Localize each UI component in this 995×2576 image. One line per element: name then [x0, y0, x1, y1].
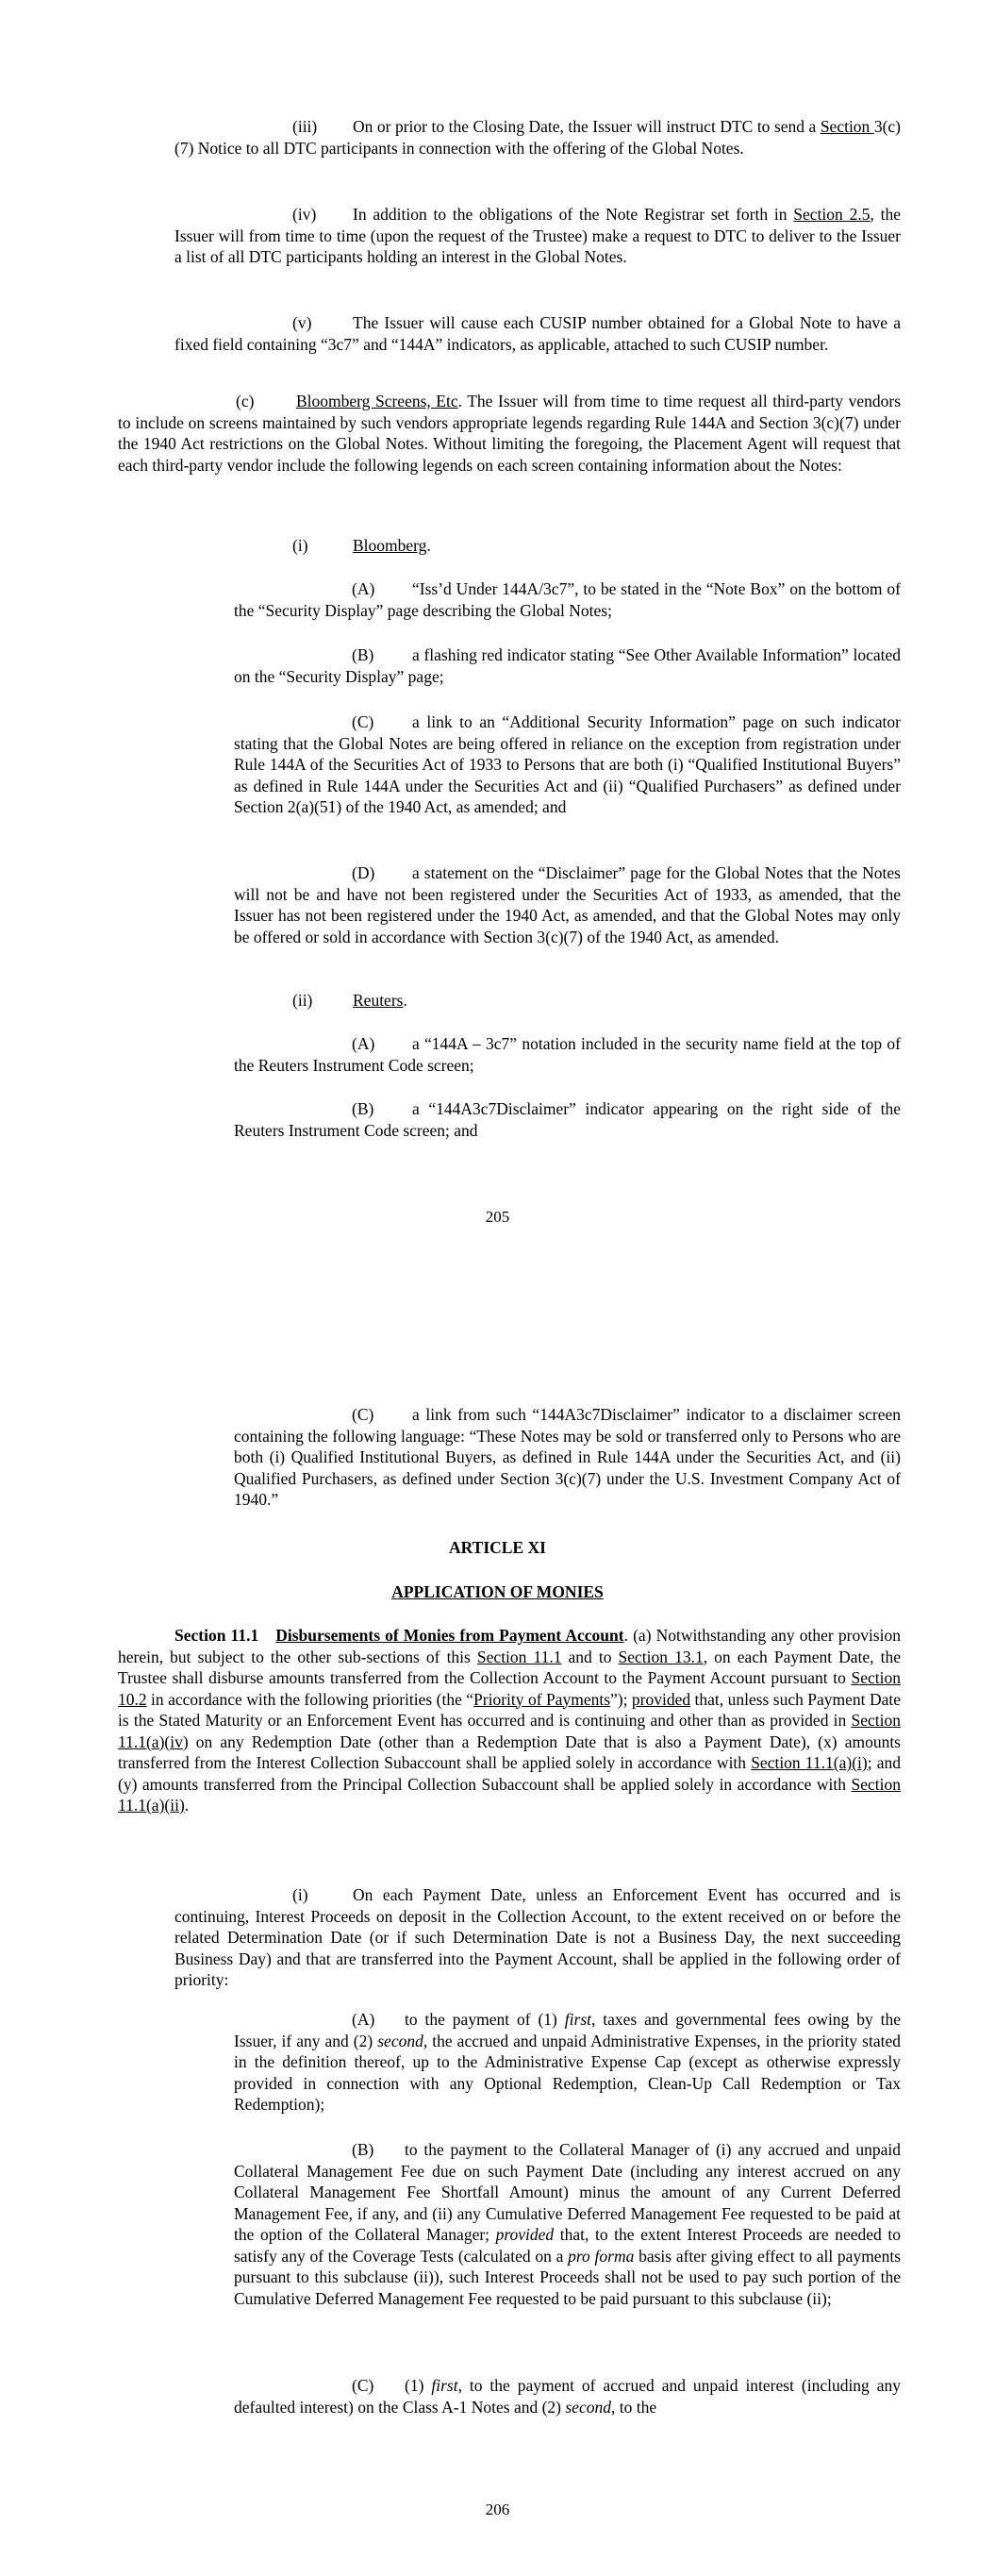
subsection-heading: Reuters	[353, 991, 404, 1010]
para-bloomberg-d: (D) a statement on the “Disclaimer” page for the Global Notes that the Notes will not be and have not been registered under the Securities Act of 1933, as amended, that the Issuer has not been registered under the 1940 Act, as amended, and that the Global Notes may only be offered or sold in accordance with Section 3(c)(7) of the 1940 Act, as amended.	[234, 863, 901, 946]
section-label: Section 11.1	[174, 1626, 259, 1645]
para-number: (C)	[352, 712, 374, 731]
para-number: (c)	[236, 392, 255, 410]
proviso-term: provided	[631, 1689, 691, 1709]
para-11-1-a-i: (i) On each Payment Date, unless an Enforcement Event has occurred and is continuing, Interest Proceeds on deposit in the Collection Account, to the extent received on or before the related Determination Date (or if such Determination Date is not a Business Day, the next succeeding Business Day) and that are transferred into the Payment Account, shall be applied in the following order of priority:	[174, 1885, 901, 1989]
para-c: (c) Bloomberg Screens, Etc. The Issuer will from time to time request all third-party vendors to include on screens maintained by such vendors appropriate legends regarding Rule 144A and Section 3(c)(7) under the 1940 Act restrictions on the Global Notes. Without limiting the foregoing, the Placement Agent will request that each third-party vendor include the following legends on each screen containing information about the Notes:	[118, 392, 902, 475]
section-link[interactable]: Section 11.1	[476, 1647, 562, 1666]
section-11-1: Section 11.1 Disbursements of Monies from Payment Account. (a) Notwithstanding any other provision herein, but subject to the other sub-sections of this Section 11.1 and to Section 13.1, on each Payment Date, the Trustee shall disburse amounts transferred from the Collection Account to the Payment Account pursuant to Section 10.2 in accordance with the following priorities (the “Priority of Payments”); provided that, unless such Payment Date is the Stated Maturity or an Enforcement Event has occurred and is continuing and other than as provided in Section 11.1(a)(iv) on any Redemption Date (other than a Redemption Date that is also a Payment Date), (x) amounts transferred from the Interest Collection Subaccount shall be applied solely in accordance with Section 11.1(a)(i); and (y) amounts transferred from the Principal Collection Subaccount shall be applied solely in accordance with Section 11.1(a)(ii).	[118, 1626, 901, 1815]
para-number: (i)	[292, 1885, 308, 1904]
para-reuters: (ii) Reuters.	[292, 991, 407, 1010]
para-11-1-a-i-C: (C) (1) first, to the payment of accrued and unpaid interest (including any defaulted interest) on the Class A-1 Notes and (2) second, to the	[234, 2376, 901, 2417]
section-link[interactable]: Section 11.1(a)(iv)	[118, 1711, 901, 1751]
para-number: (B)	[352, 645, 374, 664]
page-number: 205	[485, 1208, 510, 1226]
para-number: (C)	[352, 2376, 374, 2395]
para-number: (B)	[352, 1099, 374, 1118]
para-number: (ii)	[292, 991, 313, 1010]
para-iii: (iii) On or prior to the Closing Date, the Issuer will instruct DTC to send a Section 3(c)(7) Notice to all DTC participants in connection with the offering of the Global Notes.	[174, 117, 901, 158]
para-bloomberg-c: (C) a link to an “Additional Security Information” page on such indicator stating that the Global Notes are being offered in reliance on the exception from registration under Rule 144A of the Securities Act of 1933 to Persons that are both (i) “Qualified Institutional Buyers” as defined in Rule 144A under the Securities Act and (ii) “Qualified Purchasers” as defined under Section 2(a)(51) of the 1940 Act, as amended; and	[234, 712, 901, 816]
section-heading: Disbursements of Monies from Payment Account	[275, 1626, 624, 1645]
para-11-1-a-i-A: (A) to the payment of (1) first, taxes and governmental fees owing by the Issuer, if any and (2) second, the accrued and unpaid Administrative Expenses, in the priority stated in the definition thereof, up to the Administrative Expense Cap (except as otherwise expressly provided in connection with any Optional Redemption, Clean-Up Call Redemption or Tax Redemption);	[234, 2010, 902, 2114]
para-bloomberg-a: (A) “Iss’d Under 144A/3c7”, to be stated in the “Note Box” on the bottom of the “Security Display” page describing the Global Notes;	[234, 579, 901, 620]
section-heading: Bloomberg Screens, Etc	[296, 392, 458, 410]
para-11-1-a-i-B: (B) to the payment to the Collateral Manager of (i) any accrued and unpaid Collateral Management Fee due on such Payment Date (including any interest accrued on any Collateral Management Fee Shortfall Amount) minus the amount of any Current Deferred Management Fee, if any, and (ii) any Cumulative Deferred Management Fee requested to be paid at the option of the Collateral Manager; provided that, to the extent Interest Proceeds are needed to satisfy any of the Coverage Tests (calculated on a pro forma basis after giving effect to all payments pursuant to this subclause (ii)), such Interest Proceeds shall not be used to pay such portion of the Cumulative Deferred Management Fee requested to be paid pursuant to this subclause (ii);	[234, 2140, 901, 2308]
para-number: (D)	[352, 863, 375, 882]
para-number: (iii)	[292, 117, 318, 136]
para-number: (iv)	[292, 205, 317, 224]
para-iv: (iv) In addition to the obligations of the Note Registrar set forth in Section 2.5, the Issuer will from time to time (upon the request of the Trustee) make a request to DTC to deliver to the Issuer a list of all DTC participants holding an interest in the Global Notes.	[174, 205, 901, 266]
section-link[interactable]: Section 11.1(a)(ii)	[118, 1774, 901, 1815]
para-v: (v) The Issuer will cause each CUSIP number obtained for a Global Note to have a fixed field containing “3c7” and “144A” indicators, as applicable, attached to such CUSIP number.	[174, 313, 901, 354]
para-bloomberg: (i) Bloomberg.	[292, 536, 431, 555]
para-bloomberg-b: (B) a flashing red indicator stating “See Other Available Information” located on the “Security Display” page;	[234, 645, 901, 686]
section-link[interactable]: Section 2.5	[793, 205, 871, 224]
para-number: (A)	[352, 2010, 375, 2029]
article-heading: ARTICLE XI	[449, 1538, 546, 1557]
article-title: APPLICATION OF MONIES	[391, 1582, 604, 1601]
section-link[interactable]: Section 13.1	[618, 1647, 704, 1666]
subsection-heading: Bloomberg	[353, 536, 427, 555]
page-number: 206	[485, 2501, 510, 2518]
para-reuters-b: (B) a “144A3c7Disclaimer” indicator appearing on the right side of the Reuters Instrument Code screen; and	[234, 1099, 901, 1140]
para-number: (A)	[352, 1034, 375, 1053]
defined-term: Priority of Payments	[473, 1689, 611, 1709]
para-number: (i)	[292, 536, 308, 555]
section-link[interactable]: Section	[820, 117, 874, 136]
section-link[interactable]: Section 10.2	[118, 1668, 901, 1709]
para-number: (C)	[352, 1405, 374, 1424]
para-number: (A)	[352, 579, 375, 598]
para-reuters-a: (A) a “144A – 3c7” notation included in the security name field at the top of the Reuters Instrument Code screen;	[234, 1034, 901, 1075]
section-link[interactable]: Section 11.1(a)(i)	[751, 1753, 868, 1772]
para-number: (B)	[352, 2140, 374, 2159]
para-number: (v)	[292, 313, 312, 332]
para-reuters-c: (C) a link from such “144A3c7Disclaimer” indicator to a disclaimer screen containing the following language: “These Notes may be sold or transferred only to Persons who are both (i) Qualified Institutional Buyers, as defined in Rule 144A under the Securities Act, and (ii) Qualified Purchasers, as defined under Section 3(c)(7) under the U.S. Investment Company Act of 1940.”	[234, 1405, 901, 1509]
